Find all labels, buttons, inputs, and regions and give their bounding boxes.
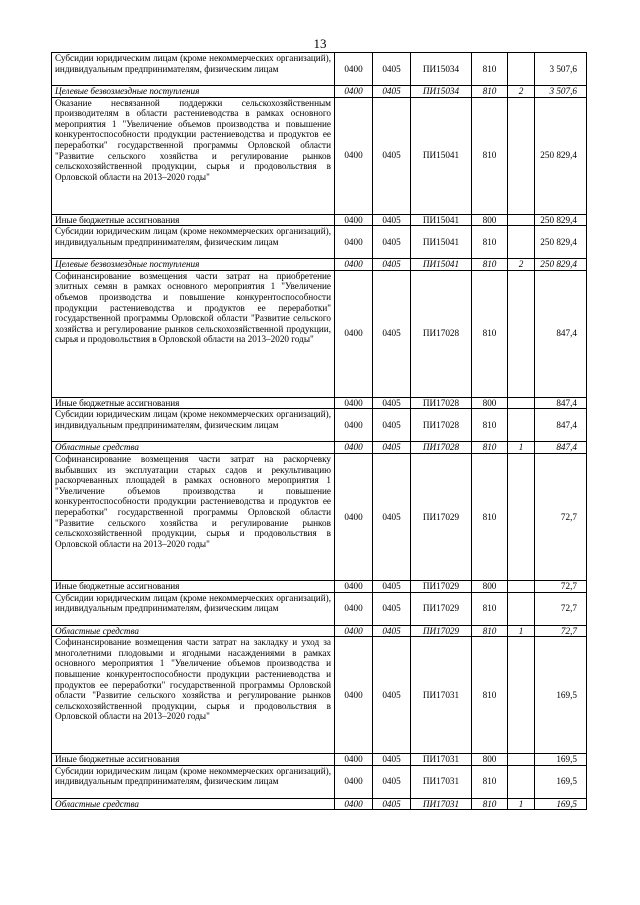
table-row bbox=[52, 86, 587, 98]
budget-table bbox=[51, 52, 587, 810]
row-section-code-cell: 0400 bbox=[335, 453, 373, 580]
table-row bbox=[52, 625, 587, 637]
row-section-code-cell: 0400 bbox=[335, 592, 373, 625]
row-section-code-cell: 0400 bbox=[335, 580, 373, 592]
row-amount-cell: 847,4 bbox=[535, 442, 587, 454]
row-section-code-cell: 0400 bbox=[335, 442, 373, 454]
row-name-cell: Иные бюджетные ассигнования bbox=[52, 214, 335, 226]
row-funding-source-cell: 1 bbox=[508, 442, 535, 454]
row-name-cell: Субсидии юридическим лицам (кроме некоммерческих организаций), индивидуальным предпринимателям, физическим лицам bbox=[52, 53, 335, 86]
row-amount-cell: 250 829,4 bbox=[535, 214, 587, 226]
row-subsection-code-cell: 0405 bbox=[373, 214, 411, 226]
row-funding-source-cell: 2 bbox=[508, 86, 535, 98]
row-section-code-cell: 0400 bbox=[335, 270, 373, 397]
row-subsection-code-cell: 0405 bbox=[373, 259, 411, 271]
row-name-cell: Областные средства bbox=[52, 625, 335, 637]
row-target-article-cell: ПИ15041 bbox=[411, 259, 472, 271]
row-expense-type-cell: 810 bbox=[472, 592, 508, 625]
row-name-cell: Иные бюджетные ассигнования bbox=[52, 754, 335, 766]
row-subsection-code-cell: 0405 bbox=[373, 97, 411, 214]
row-expense-type-cell: 810 bbox=[472, 625, 508, 637]
row-name-cell: Областные средства bbox=[52, 442, 335, 454]
row-subsection-code-cell: 0405 bbox=[373, 409, 411, 442]
table-row bbox=[52, 442, 587, 454]
row-target-article-cell: ПИ17031 bbox=[411, 754, 472, 766]
row-funding-source-cell bbox=[508, 214, 535, 226]
row-target-article-cell: ПИ17029 bbox=[411, 453, 472, 580]
table-row bbox=[52, 397, 587, 409]
row-target-article-cell: ПИ15041 bbox=[411, 226, 472, 259]
row-amount-cell: 250 829,4 bbox=[535, 259, 587, 271]
row-section-code-cell: 0400 bbox=[335, 86, 373, 98]
row-subsection-code-cell: 0405 bbox=[373, 625, 411, 637]
table-row bbox=[52, 754, 587, 766]
row-subsection-code-cell: 0405 bbox=[373, 453, 411, 580]
row-section-code-cell: 0400 bbox=[335, 754, 373, 766]
row-expense-type-cell: 810 bbox=[472, 259, 508, 271]
row-funding-source-cell bbox=[508, 409, 535, 442]
row-amount-cell: 72,7 bbox=[535, 625, 587, 637]
row-funding-source-cell bbox=[508, 580, 535, 592]
row-section-code-cell: 0400 bbox=[335, 214, 373, 226]
row-section-code-cell: 0400 bbox=[335, 226, 373, 259]
row-name-cell: Целевые безвозмездные поступления bbox=[52, 86, 335, 98]
row-amount-cell: 250 829,4 bbox=[535, 226, 587, 259]
row-expense-type-cell: 810 bbox=[472, 453, 508, 580]
row-section-code-cell: 0400 bbox=[335, 637, 373, 754]
row-amount-cell: 847,4 bbox=[535, 397, 587, 409]
row-subsection-code-cell: 0405 bbox=[373, 580, 411, 592]
row-subsection-code-cell: 0405 bbox=[373, 754, 411, 766]
row-amount-cell: 169,5 bbox=[535, 637, 587, 754]
row-section-code-cell: 0400 bbox=[335, 625, 373, 637]
row-amount-cell: 169,5 bbox=[535, 798, 587, 810]
row-funding-source-cell bbox=[508, 226, 535, 259]
row-target-article-cell: ПИ17031 bbox=[411, 798, 472, 810]
table-row bbox=[52, 798, 587, 810]
row-expense-type-cell: 800 bbox=[472, 580, 508, 592]
row-name-cell: Субсидии юридическим лицам (кроме некоммерческих организаций), индивидуальным предпринимателям, физическим лицам bbox=[52, 409, 335, 442]
row-subsection-code-cell: 0405 bbox=[373, 397, 411, 409]
row-target-article-cell: ПИ15041 bbox=[411, 214, 472, 226]
row-target-article-cell: ПИ17028 bbox=[411, 409, 472, 442]
row-subsection-code-cell: 0405 bbox=[373, 53, 411, 86]
row-section-code-cell: 0400 bbox=[335, 798, 373, 810]
row-target-article-cell: ПИ17029 bbox=[411, 625, 472, 637]
row-expense-type-cell: 800 bbox=[472, 214, 508, 226]
row-funding-source-cell: 1 bbox=[508, 798, 535, 810]
row-amount-cell: 72,7 bbox=[535, 453, 587, 580]
row-funding-source-cell: 1 bbox=[508, 625, 535, 637]
row-section-code-cell: 0400 bbox=[335, 409, 373, 442]
row-funding-source-cell bbox=[508, 97, 535, 214]
row-target-article-cell: ПИ17029 bbox=[411, 580, 472, 592]
row-section-code-cell: 0400 bbox=[335, 765, 373, 798]
row-name-cell: Софинансирование возмещения части затрат на приобретение элитных семян в рамках основного мероприятия 1 "Увеличение объемов производства и повышение конкурентоспособности продукции растениеводства и продуктов ее переработки" государственной программы Орловской области "Развитие сельского хозяйства и регулирование рынков сельскохозяйственной продукции, сырья и продовольствия в Орловской области на 2013–2020 годы" bbox=[52, 270, 335, 397]
row-amount-cell: 169,5 bbox=[535, 765, 587, 798]
row-target-article-cell: ПИ15034 bbox=[411, 86, 472, 98]
row-amount-cell: 169,5 bbox=[535, 754, 587, 766]
row-section-code-cell: 0400 bbox=[335, 97, 373, 214]
row-name-cell: Софинансирование возмещения части затрат на раскорчевку выбывших из эксплуатации старых садов и рекультивацию раскорчеванных площадей в рамках основного мероприятия 1 "Увеличение объемов производства и повышение конкурентоспособности продукции растениеводства и продуктов ее переработки" государственной программы Орловской области "Развитие сельского хозяйства и регулирование рынков сельскохозяйственной продукции, сырья и продовольствия в Орловской области на 2013–2020 годы" bbox=[52, 453, 335, 580]
row-target-article-cell: ПИ15034 bbox=[411, 53, 472, 86]
row-expense-type-cell: 810 bbox=[472, 53, 508, 86]
row-target-article-cell: ПИ17028 bbox=[411, 442, 472, 454]
row-amount-cell: 250 829,4 bbox=[535, 97, 587, 214]
row-amount-cell: 72,7 bbox=[535, 580, 587, 592]
row-section-code-cell: 0400 bbox=[335, 53, 373, 86]
table-row bbox=[52, 592, 587, 625]
row-amount-cell: 3 507,6 bbox=[535, 53, 587, 86]
row-name-cell: Областные средства bbox=[52, 798, 335, 810]
row-amount-cell: 3 507,6 bbox=[535, 86, 587, 98]
row-amount-cell: 72,7 bbox=[535, 592, 587, 625]
row-target-article-cell: ПИ17031 bbox=[411, 765, 472, 798]
row-funding-source-cell bbox=[508, 754, 535, 766]
table-row bbox=[52, 409, 587, 442]
row-target-article-cell: ПИ17031 bbox=[411, 637, 472, 754]
row-section-code-cell: 0400 bbox=[335, 259, 373, 271]
row-name-cell: Софинансирование возмещения части затрат на закладку и уход за многолетними плодовыми и ягодными насаждениями в рамках основного мероприятия 1 "Увеличение объемов производства и повышение конкурентоспособности продукции растениеводства и продуктов ее переработки" государственной программы Орловской области "Развитие сельского хозяйства и регулирование рынков сельскохозяйственной продукции, сырья и продовольствия в Орловской области на 2013–2020 годы" bbox=[52, 637, 335, 754]
row-expense-type-cell: 810 bbox=[472, 637, 508, 754]
table-row bbox=[52, 97, 587, 214]
row-subsection-code-cell: 0405 bbox=[373, 442, 411, 454]
row-funding-source-cell bbox=[508, 592, 535, 625]
row-expense-type-cell: 810 bbox=[472, 270, 508, 397]
row-expense-type-cell: 810 bbox=[472, 409, 508, 442]
row-amount-cell: 847,4 bbox=[535, 409, 587, 442]
row-expense-type-cell: 810 bbox=[472, 798, 508, 810]
row-target-article-cell: ПИ17029 bbox=[411, 592, 472, 625]
row-funding-source-cell bbox=[508, 270, 535, 397]
row-funding-source-cell bbox=[508, 453, 535, 580]
row-target-article-cell: ПИ17028 bbox=[411, 270, 472, 397]
row-name-cell: Иные бюджетные ассигнования bbox=[52, 580, 335, 592]
row-funding-source-cell bbox=[508, 397, 535, 409]
row-funding-source-cell: 2 bbox=[508, 259, 535, 271]
table-row bbox=[52, 53, 587, 86]
table-row bbox=[52, 580, 587, 592]
budget-table-body bbox=[52, 53, 587, 810]
row-name-cell: Субсидии юридическим лицам (кроме некоммерческих организаций), индивидуальным предпринимателям, физическим лицам bbox=[52, 592, 335, 625]
table-row bbox=[52, 226, 587, 259]
table-row bbox=[52, 259, 587, 271]
row-name-cell: Оказание несвязанной поддержки сельскохозяйственным производителям в области растениеводства в рамках основного мероприятия 1 "Увеличение объемов производства и повышение конкурентоспособности продукции растениеводства и продуктов ее переработки" государственной программы Орловской области "Развитие сельского хозяйства и регулирование рынков сельскохозяйственной продукции, сырья и продовольствия в Орловской области на 2013–2020 годы" bbox=[52, 97, 335, 214]
row-subsection-code-cell: 0405 bbox=[373, 86, 411, 98]
row-expense-type-cell: 810 bbox=[472, 86, 508, 98]
row-expense-type-cell: 810 bbox=[472, 97, 508, 214]
table-row bbox=[52, 214, 587, 226]
row-name-cell: Целевые безвозмездные поступления bbox=[52, 259, 335, 271]
row-funding-source-cell bbox=[508, 53, 535, 86]
row-subsection-code-cell: 0405 bbox=[373, 765, 411, 798]
row-subsection-code-cell: 0405 bbox=[373, 592, 411, 625]
row-expense-type-cell: 810 bbox=[472, 765, 508, 798]
page-number: 13 bbox=[313, 36, 327, 51]
row-expense-type-cell: 810 bbox=[472, 226, 508, 259]
row-name-cell: Иные бюджетные ассигнования bbox=[52, 397, 335, 409]
row-section-code-cell: 0400 bbox=[335, 397, 373, 409]
table-row bbox=[52, 453, 587, 580]
row-name-cell: Субсидии юридическим лицам (кроме некоммерческих организаций), индивидуальным предпринимателям, физическим лицам bbox=[52, 226, 335, 259]
table-row bbox=[52, 270, 587, 397]
row-expense-type-cell: 800 bbox=[472, 754, 508, 766]
row-funding-source-cell bbox=[508, 637, 535, 754]
row-target-article-cell: ПИ15041 bbox=[411, 97, 472, 214]
table-row bbox=[52, 765, 587, 798]
row-subsection-code-cell: 0405 bbox=[373, 226, 411, 259]
row-name-cell: Субсидии юридическим лицам (кроме некоммерческих организаций), индивидуальным предпринимателям, физическим лицам bbox=[52, 765, 335, 798]
row-subsection-code-cell: 0405 bbox=[373, 798, 411, 810]
table-row bbox=[52, 637, 587, 754]
row-subsection-code-cell: 0405 bbox=[373, 270, 411, 397]
row-target-article-cell: ПИ17028 bbox=[411, 397, 472, 409]
row-subsection-code-cell: 0405 bbox=[373, 637, 411, 754]
row-amount-cell: 847,4 bbox=[535, 270, 587, 397]
row-funding-source-cell bbox=[508, 765, 535, 798]
row-expense-type-cell: 810 bbox=[472, 442, 508, 454]
row-expense-type-cell: 800 bbox=[472, 397, 508, 409]
